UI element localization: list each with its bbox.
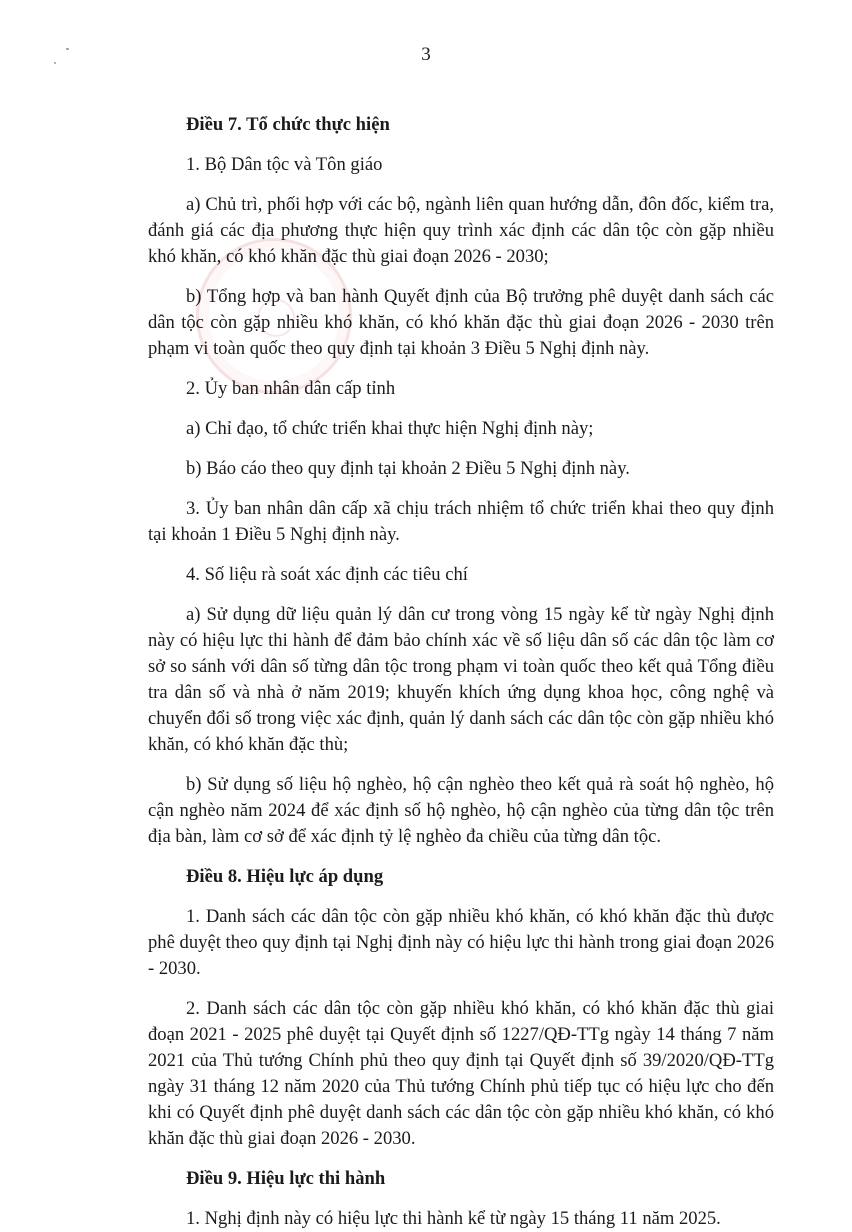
- paragraph: b) Báo cáo theo quy định tại khoản 2 Điều 5 Nghị định này.: [186, 458, 630, 479]
- paragraph: 1. Bộ Dân tộc và Tôn giáo: [186, 154, 383, 175]
- article-9-title: Điều 9. Hiệu lực thi hành: [186, 1168, 386, 1189]
- paragraph: a) Chủ trì, phối hợp với các bộ, ngành liên quan hướng dẫn, đôn đốc, kiểm tra, đánh giá các địa phương thực hiện quy trình xác định các dân tộc còn gặp nhiều khó khăn, có khó khăn đặc thù giai đoạn 2026 - 2030;: [148, 194, 774, 267]
- paragraph: b) Sử dụng số liệu hộ nghèo, hộ cận nghèo theo kết quả rà soát hộ nghèo, hộ cận nghèo năm 2024 để xác định số hộ nghèo, hộ cận nghèo của từng dân tộc trên địa bàn, làm cơ sở để xác định tỷ lệ nghèo đa chiều của từng dân tộc.: [148, 774, 774, 847]
- paragraph: 4. Số liệu rà soát xác định các tiêu chí: [186, 564, 468, 585]
- page-number: 3: [421, 44, 431, 65]
- paragraph: 2. Ủy ban nhân dân cấp tỉnh: [186, 378, 396, 399]
- paragraph: a) Chỉ đạo, tổ chức triển khai thực hiện Nghị định này;: [186, 418, 594, 439]
- paragraph: 2. Danh sách các dân tộc còn gặp nhiều khó khăn, có khó khăn đặc thù giai đoạn 2021 - 2025 phê duyệt tại Quyết định số 1227/QĐ-TTg ngày 14 tháng 7 năm 2021 của Thủ tướng Chính phủ theo quy định tại Quyết định số 39/2020/QĐ-TTg ngày 31 tháng 12 năm 2020 của Thủ tướng Chính phủ tiếp tục có hiệu lực cho đến khi có Quyết định phê duyệt danh sách các dân tộc còn gặp nhiều khó khăn, có khó khăn đặc thù giai đoạn 2026 - 2030.: [148, 998, 774, 1149]
- document-body: [148, 112, 774, 1232]
- paragraph: a) Sử dụng dữ liệu quản lý dân cư trong vòng 15 ngày kể từ ngày Nghị định này có hiệu lực thi hành để đảm bảo chính xác về số liệu dân số các dân tộc làm cơ sở so sánh với dân số từng dân tộc trong phạm vi toàn quốc theo kết quả Tổng điều tra dân số và nhà ở năm 2019; khuyến khích ứng dụng khoa học, công nghệ và chuyển đổi số trong việc xác định, quản lý danh sách các dân tộc còn gặp nhiều khó khăn, có khó khăn đặc thù;: [148, 604, 774, 755]
- article-7-title: Điều 7. Tổ chức thực hiện: [186, 114, 390, 135]
- paragraph: b) Tổng hợp và ban hành Quyết định của Bộ trưởng phê duyệt danh sách các dân tộc còn gặp nhiều khó khăn, có khó khăn đặc thù giai đoạn 2026 - 2030 trên phạm vi toàn quốc theo quy định tại khoản 3 Điều 5 Nghị định này.: [148, 286, 774, 359]
- paragraph: 1. Nghị định này có hiệu lực thi hành kể từ ngày 15 tháng 11 năm 2025.: [186, 1208, 721, 1229]
- paragraph: 3. Ủy ban nhân dân cấp xã chịu trách nhiệm tổ chức triển khai theo quy định tại khoản 1 Điều 5 Nghị định này.: [148, 498, 774, 545]
- article-8-title: Điều 8. Hiệu lực áp dụng: [186, 866, 384, 887]
- paragraph: 1. Danh sách các dân tộc còn gặp nhiều khó khăn, có khó khăn đặc thù được phê duyệt theo quy định tại Nghị định này có hiệu lực thi hành trong giai đoạn 2026 - 2030.: [148, 906, 774, 979]
